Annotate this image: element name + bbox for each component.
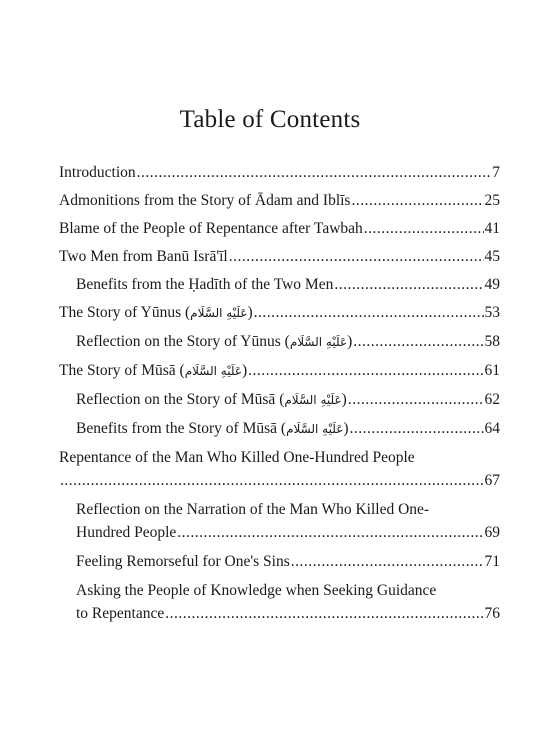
leader-dots xyxy=(60,469,484,492)
toc-entry-reflection-musa[interactable] xyxy=(59,388,500,412)
honorific-glyph: عَلَيْهِ السَّلَام xyxy=(190,306,248,320)
page-title: Table of Contents xyxy=(179,106,361,133)
leader-dots xyxy=(229,245,484,268)
toc-page-number: 7 xyxy=(492,164,500,181)
honorific-glyph: عَلَيْهِ السَّلَام xyxy=(286,422,344,436)
honorific-glyph: عَلَيْهِ السَّلَام xyxy=(284,393,342,407)
toc-entry-label: Blame of the People of Repentance after Tawbah xyxy=(59,220,363,237)
toc-entry-story-musa[interactable] xyxy=(59,359,500,383)
toc-entry-label: Hundred People xyxy=(76,524,177,541)
leader-dots xyxy=(165,602,483,625)
toc-entry-reflection-narration[interactable] xyxy=(59,498,500,544)
toc-page-number: 71 xyxy=(484,553,500,570)
toc-entry-label: Reflection on the Story of Mūsā (عَلَيْهِ السَّلَام) xyxy=(76,391,347,408)
toc-entry-label-line1: Repentance of the Man Who Killed One-Hundred People xyxy=(59,449,415,466)
toc-page-number: 53 xyxy=(484,304,500,321)
leader-dots xyxy=(334,273,483,296)
toc-entry-label: Reflection on the Story of Yūnus (عَلَيْهِ السَّلَام) xyxy=(76,333,353,350)
leader-dots xyxy=(351,189,483,212)
toc-page-number: 76 xyxy=(484,605,500,622)
toc-page-number: 61 xyxy=(484,362,500,379)
leader-dots xyxy=(364,217,484,240)
toc-entry-people-of-knowledge[interactable] xyxy=(59,579,500,625)
toc-page-number: 45 xyxy=(484,248,500,265)
toc-page-number: 25 xyxy=(484,192,500,209)
toc-entry-label: The Story of Yūnus (عَلَيْهِ السَّلَام) xyxy=(59,304,253,321)
toc-entry-label: Benefits from the Story of Mūsā (عَلَيْهِ السَّلَام) xyxy=(76,420,349,437)
table-of-contents xyxy=(59,161,500,625)
toc-page-number: 58 xyxy=(484,333,500,350)
toc-entry-label: Admonitions from the Story of Ādam and Iblīs xyxy=(59,192,351,209)
toc-entry-label: Two Men from Banū Isrā'īl xyxy=(59,248,228,265)
toc-entry-label: The Story of Mūsā (عَلَيْهِ السَّلَام) xyxy=(59,362,248,379)
toc-entry-story-yunus[interactable] xyxy=(59,301,500,325)
leader-dots xyxy=(353,330,483,353)
toc-page-number: 69 xyxy=(484,524,500,541)
toc-entry-label: Benefits from the Ḥadīth of the Two Men xyxy=(76,276,334,293)
leader-dots xyxy=(254,301,484,324)
toc-entry-label: Introduction xyxy=(59,164,136,181)
leader-dots xyxy=(137,161,492,184)
leader-dots xyxy=(177,521,483,544)
toc-entry-adam-iblis[interactable] xyxy=(59,189,500,212)
honorific-glyph: عَلَيْهِ السَّلَام xyxy=(289,335,348,349)
leader-dots xyxy=(348,388,484,411)
toc-entry-two-men[interactable] xyxy=(59,245,500,268)
toc-page-number: 64 xyxy=(484,420,500,437)
leader-dots xyxy=(291,550,484,573)
toc-entry-reflection-yunus[interactable] xyxy=(59,330,500,354)
honorific-glyph: عَلَيْهِ السَّلَام xyxy=(184,364,242,378)
toc-entry-label: to Repentance xyxy=(76,605,165,622)
toc-entry-benefits-musa[interactable] xyxy=(59,417,500,441)
toc-entry-introduction[interactable] xyxy=(59,161,500,184)
toc-entry-label-line1: Reflection on the Narration of the Man Who Killed One- xyxy=(76,501,430,518)
toc-page-number: 62 xyxy=(484,391,500,408)
toc-entry-label: Feeling Remorseful for One's Sins xyxy=(76,553,290,570)
toc-entry-blame-repentance[interactable] xyxy=(59,217,500,240)
leader-dots xyxy=(248,359,483,382)
toc-entry-label-line1: Asking the People of Knowledge when Seeking Guidance xyxy=(76,582,437,599)
toc-page-number: 41 xyxy=(484,220,500,237)
toc-page-number: 67 xyxy=(484,472,500,489)
toc-page-number: 49 xyxy=(484,276,500,293)
toc-entry-man-killed-hundred[interactable] xyxy=(59,446,500,492)
toc-entry-remorseful[interactable] xyxy=(59,550,500,573)
leader-dots xyxy=(350,417,484,440)
toc-entry-benefits-hadith[interactable] xyxy=(59,273,500,296)
